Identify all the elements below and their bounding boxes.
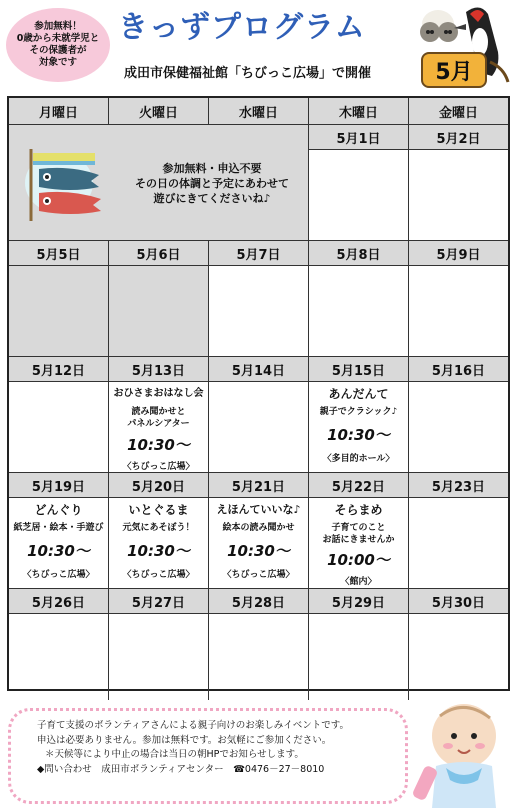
- month-label: 5月: [421, 52, 487, 88]
- date-label: 5月19日: [9, 473, 109, 497]
- day-cell-may-9: [409, 266, 508, 356]
- date-label: 5月30日: [409, 589, 508, 613]
- event-time: 10:30～: [327, 426, 390, 444]
- date-label: 5月22日: [309, 473, 409, 497]
- date-label: 5月14日: [209, 357, 309, 381]
- weekday-thursday: 木曜日: [309, 98, 409, 124]
- event-time: 10:00～: [327, 551, 390, 569]
- date-label: 5月15日: [309, 357, 409, 381]
- week-2-body: [9, 266, 508, 357]
- event-description: 子育てのこと: [331, 523, 386, 533]
- event-title: いとぐるま: [128, 503, 189, 517]
- notice-line: 参加無料・申込不要: [162, 162, 262, 175]
- notice-line: 遊びにきてくださいね♪: [153, 192, 271, 205]
- footer-notice: [8, 708, 408, 804]
- event-description: 紙芝居・絵本・手遊び: [13, 523, 104, 533]
- footer-line: 子育て支援のボランティアさんによる親子向けのお楽しみイベントです。: [37, 720, 349, 731]
- week-5-body: [9, 614, 508, 700]
- event-place: 〈多目的ホール〉: [322, 454, 395, 464]
- day-cell-may-5: [9, 266, 109, 356]
- event-place: 〈ちびっこ広場〉: [22, 570, 95, 580]
- day-cell-may-29: [309, 614, 409, 700]
- event-time: 10:30～: [127, 436, 190, 454]
- weekday-header-row: [9, 98, 508, 125]
- date-label: 5月6日: [109, 241, 209, 265]
- date-label: 5月7日: [209, 241, 309, 265]
- day-cell-may-23: [409, 498, 508, 588]
- week-4-body: [9, 498, 508, 589]
- date-label: 5月23日: [409, 473, 508, 497]
- event-time: 10:30～: [27, 542, 90, 560]
- week-2-dates: [9, 241, 508, 266]
- footer-contact: ◆問い合わせ 成田市ボランティアセンター ☎0476－27－8010: [37, 763, 325, 775]
- day-cell-may-14: [209, 382, 309, 472]
- page-title: きっずプログラム: [118, 10, 366, 45]
- event-time: 10:30～: [127, 542, 190, 560]
- free-participation-badge: [6, 8, 110, 82]
- day-cell-may-28: [209, 614, 309, 700]
- event-description: 親子でクラシック♪: [319, 407, 398, 417]
- notice-line: その日の体調と予定にあわせて: [135, 177, 289, 190]
- event-ohisama: [109, 382, 209, 472]
- week-3-body: [9, 382, 508, 473]
- event-description: 元気にあそぼう！: [122, 523, 195, 533]
- day-cell-may-30: [409, 614, 508, 700]
- date-label: 5月5日: [9, 241, 109, 265]
- event-ehon: [209, 498, 309, 588]
- event-soramame: [309, 498, 409, 588]
- footer-line: 申込は必要ありません。参加は無料です。お気軽にご参加ください。: [37, 734, 332, 746]
- event-place: 〈ちびっこ広場〉: [122, 462, 195, 472]
- notice-text: [117, 161, 307, 206]
- date-label: 5月16日: [409, 357, 508, 381]
- date-label: 5月27日: [109, 589, 209, 613]
- day-cell-may-6: [109, 266, 209, 356]
- day-cell-may-7: [209, 266, 309, 356]
- event-title: そらまめ: [334, 503, 383, 517]
- badge-line: その保護者が: [29, 45, 87, 56]
- badge-line: 0歳から未就学児と: [16, 33, 100, 44]
- notice-cell: [9, 125, 309, 240]
- event-itoguruma: [109, 498, 209, 588]
- event-title: どんぐり: [34, 503, 83, 517]
- date-label: 5月9日: [409, 241, 508, 265]
- date-label: 5月26日: [9, 589, 109, 613]
- date-label: 5月2日: [409, 125, 508, 150]
- week-5-dates: [9, 589, 508, 614]
- date-label: 5月1日: [309, 125, 408, 150]
- event-description: お話にきませんか: [322, 535, 395, 545]
- event-andante: [309, 382, 409, 472]
- date-label: 5月8日: [309, 241, 409, 265]
- day-cell-may-8: [309, 266, 409, 356]
- event-time: 10:30～: [227, 542, 290, 560]
- event-title: おひさまおはなし会: [113, 388, 204, 399]
- event-title: えほんていいな♪: [216, 503, 301, 516]
- date-label: 5月20日: [109, 473, 209, 497]
- event-donguri: [9, 498, 109, 588]
- date-label: 5月12日: [9, 357, 109, 381]
- day-cell-may-2: [409, 125, 508, 240]
- weekday-tuesday: 火曜日: [109, 98, 209, 124]
- carp-streamer-icon: [21, 143, 121, 223]
- event-place: 〈館内〉: [340, 577, 377, 587]
- badge-line: 参加無料！: [34, 21, 82, 32]
- footer-line: ＊天候等により中止の場合は当日の朝HPでお知らせします。: [45, 749, 304, 760]
- baby-icon: [412, 696, 512, 810]
- date-label: 5月29日: [309, 589, 409, 613]
- day-cell-may-12: [9, 382, 109, 472]
- date-label: 5月21日: [209, 473, 309, 497]
- event-description: 読み聞かせと: [131, 407, 186, 417]
- week-3-dates: [9, 357, 508, 382]
- weekday-friday: 金曜日: [409, 98, 508, 124]
- page-subtitle: 成田市保健福祉館「ちびっこ広場」で開催: [124, 66, 372, 81]
- week-1: [9, 125, 508, 241]
- weekday-monday: 月曜日: [9, 98, 109, 124]
- event-place: 〈ちびっこ広場〉: [222, 570, 295, 580]
- day-cell-may-26: [9, 614, 109, 700]
- badge-line: 対象です: [38, 57, 77, 68]
- date-label: 5月13日: [109, 357, 209, 381]
- day-cell-may-1: [309, 125, 409, 240]
- event-place: 〈ちびっこ広場〉: [122, 570, 195, 580]
- week-4-dates: [9, 473, 508, 498]
- calendar-grid: [7, 96, 510, 691]
- day-cell-may-27: [109, 614, 209, 700]
- event-title: あんだんて: [328, 387, 389, 401]
- day-cell-may-16: [409, 382, 508, 472]
- event-description: 絵本の読み聞かせ: [222, 523, 295, 533]
- weekday-wednesday: 水曜日: [209, 98, 309, 124]
- event-description: パネルシアター: [127, 419, 190, 429]
- date-label: 5月28日: [209, 589, 309, 613]
